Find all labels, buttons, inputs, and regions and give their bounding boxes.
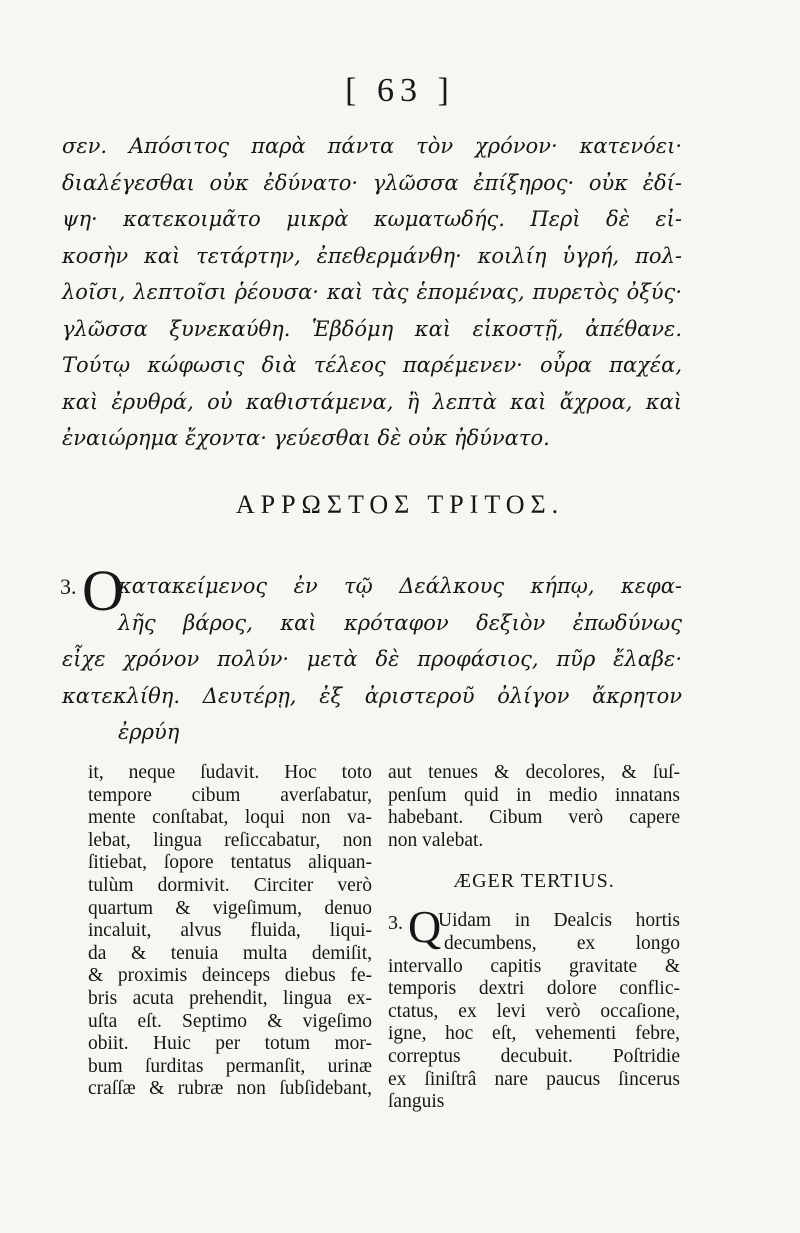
- greek-line: εἶχε χρόνον πολύν· μετὰ δὲ προφάσιος, πῦρ ἔλαβε·: [62, 647, 682, 671]
- latin-line: bum ſurditas permanſit, urinæ: [88, 1055, 372, 1077]
- latin-case-number: 3.: [388, 912, 403, 935]
- latin-section-heading: ÆGER TERTIUS.: [453, 870, 615, 893]
- greek-case-number: 3.: [60, 574, 77, 599]
- latin-line: Uidam in Dealcis hortis: [438, 910, 680, 932]
- greek-text-block-1: [62, 128, 682, 457]
- latin-line: habebant. Cibum verò capere: [388, 807, 680, 829]
- greek-line: ἐναιώρημα ἔχοντα· γεύεσθαι δὲ οὐκ ἠδύνατο.: [62, 426, 550, 450]
- greek-line: κοσὴν καὶ τετάρτην, ἐπεθερμάνθη· κοιλίη ὑγρή, πολ-: [62, 243, 682, 268]
- latin-line: & proximis deinceps diebus fe-: [88, 965, 372, 987]
- latin-line: uſta eſt. Septimo & vigeſimo: [88, 1010, 372, 1032]
- latin-line: ſitiebat, ſopore tentatus aliquan-: [88, 852, 372, 874]
- greek-line: Τούτῳ κώφωσις διὰ τέλεος παρέμενεν· οὖρα παχέα,: [62, 353, 682, 377]
- latin-line: decumbens, ex longo: [444, 932, 680, 954]
- latin-line: craſſæ & rubræ non ſubſidebant,: [88, 1078, 372, 1100]
- latin-line: ctatus, ex levi verò occaſione,: [388, 1000, 680, 1022]
- greek-dropcap: Ο: [82, 558, 124, 623]
- latin-line: incaluit, alvus fluida, liqui-: [88, 920, 372, 942]
- latin-line: correptus decubuit. Poſtridie: [388, 1045, 680, 1067]
- latin-line: tempore cibum averſabatur,: [88, 784, 372, 806]
- greek-section-title: ΑΡΡΩΣΤΟΣ ΤΡΙΤΟΣ.: [235, 490, 565, 519]
- latin-dropcap: Q: [408, 901, 442, 953]
- latin-line: penſum quid in medio innatans: [388, 784, 680, 806]
- latin-line: it, neque ſudavit. Hoc toto: [88, 762, 372, 783]
- latin-right-column: [388, 762, 680, 1114]
- latin-line: aut tenues & decolores, & ſuſ-: [388, 762, 680, 783]
- latin-line: da & tenuia multa demiſit,: [88, 942, 372, 964]
- greek-text-block-2: [62, 568, 682, 751]
- latin-line: ex ſiniſtrâ nare paucus ſincerus: [388, 1068, 680, 1090]
- greek-line: κατακείμενος ἐν τῷ Δεάλκους κήπῳ, κεφα-: [118, 574, 682, 598]
- spacer: [388, 852, 680, 866]
- latin-line: tulùm dormivit. Circiter verò: [88, 874, 372, 896]
- latin-line: quartum & vigeſimum, denuo: [88, 897, 372, 919]
- latin-line: mente conſtabat, loqui non va-: [88, 807, 372, 829]
- page-number: [ 63 ]: [345, 72, 455, 109]
- latin-line: non valebat.: [388, 829, 484, 851]
- greek-line: διαλέγεσθαι οὐκ ἐδύνατο· γλῶσσα ἐπίξηρος· οὐκ ἐδί-: [62, 170, 682, 195]
- greek-line: λῆς βάρος, καὶ κρόταφον δεξιὸν ἐπωδύνως: [118, 610, 682, 635]
- greek-line: γλῶσσα ξυνεκαύθη. Ἑβδόμη καὶ εἰκοστῇ, ἀπέθανε.: [62, 316, 682, 341]
- latin-left-column: [88, 762, 372, 1101]
- latin-case-paragraph: [388, 901, 680, 1113]
- greek-line: ψη· κατεκοιμᾶτο μικρὰ κωματωδής. Περὶ δὲ εἰ-: [62, 207, 682, 231]
- greek-line: σεν. Απόσιτος παρὰ πάντα τὸν χρόνον· κατενόει·: [62, 134, 682, 158]
- greek-line: κατεκλίθη. Δευτέρῃ, ἐξ ἀριστεροῦ ὀλίγον ἄκρητον: [62, 683, 682, 708]
- latin-line: igne, hoc eſt, vehementi febre,: [388, 1023, 680, 1045]
- latin-line: ſanguis: [388, 1091, 445, 1113]
- latin-line: obiit. Huic per totum mor-: [88, 1033, 372, 1055]
- greek-line: λοῖσι, λεπτοῖσι ῥέουσα· καὶ τὰς ἑπομένας, πυρετὸς ὀξύς·: [62, 280, 682, 304]
- greek-line: ἐρρύη: [118, 720, 180, 744]
- latin-line: lebat, lingua reſiccabatur, non: [88, 829, 372, 851]
- latin-line: intervallo capitis gravitate &: [388, 955, 680, 977]
- latin-line: bris acuta prehendit, lingua ex-: [88, 987, 372, 1009]
- latin-line: temporis dextri dolore conflic-: [388, 978, 680, 1000]
- greek-line: καὶ ἐρυθρά, οὐ καθιστάμενα, ἢ λεπτὰ καὶ ἄχροα, καὶ: [62, 389, 682, 414]
